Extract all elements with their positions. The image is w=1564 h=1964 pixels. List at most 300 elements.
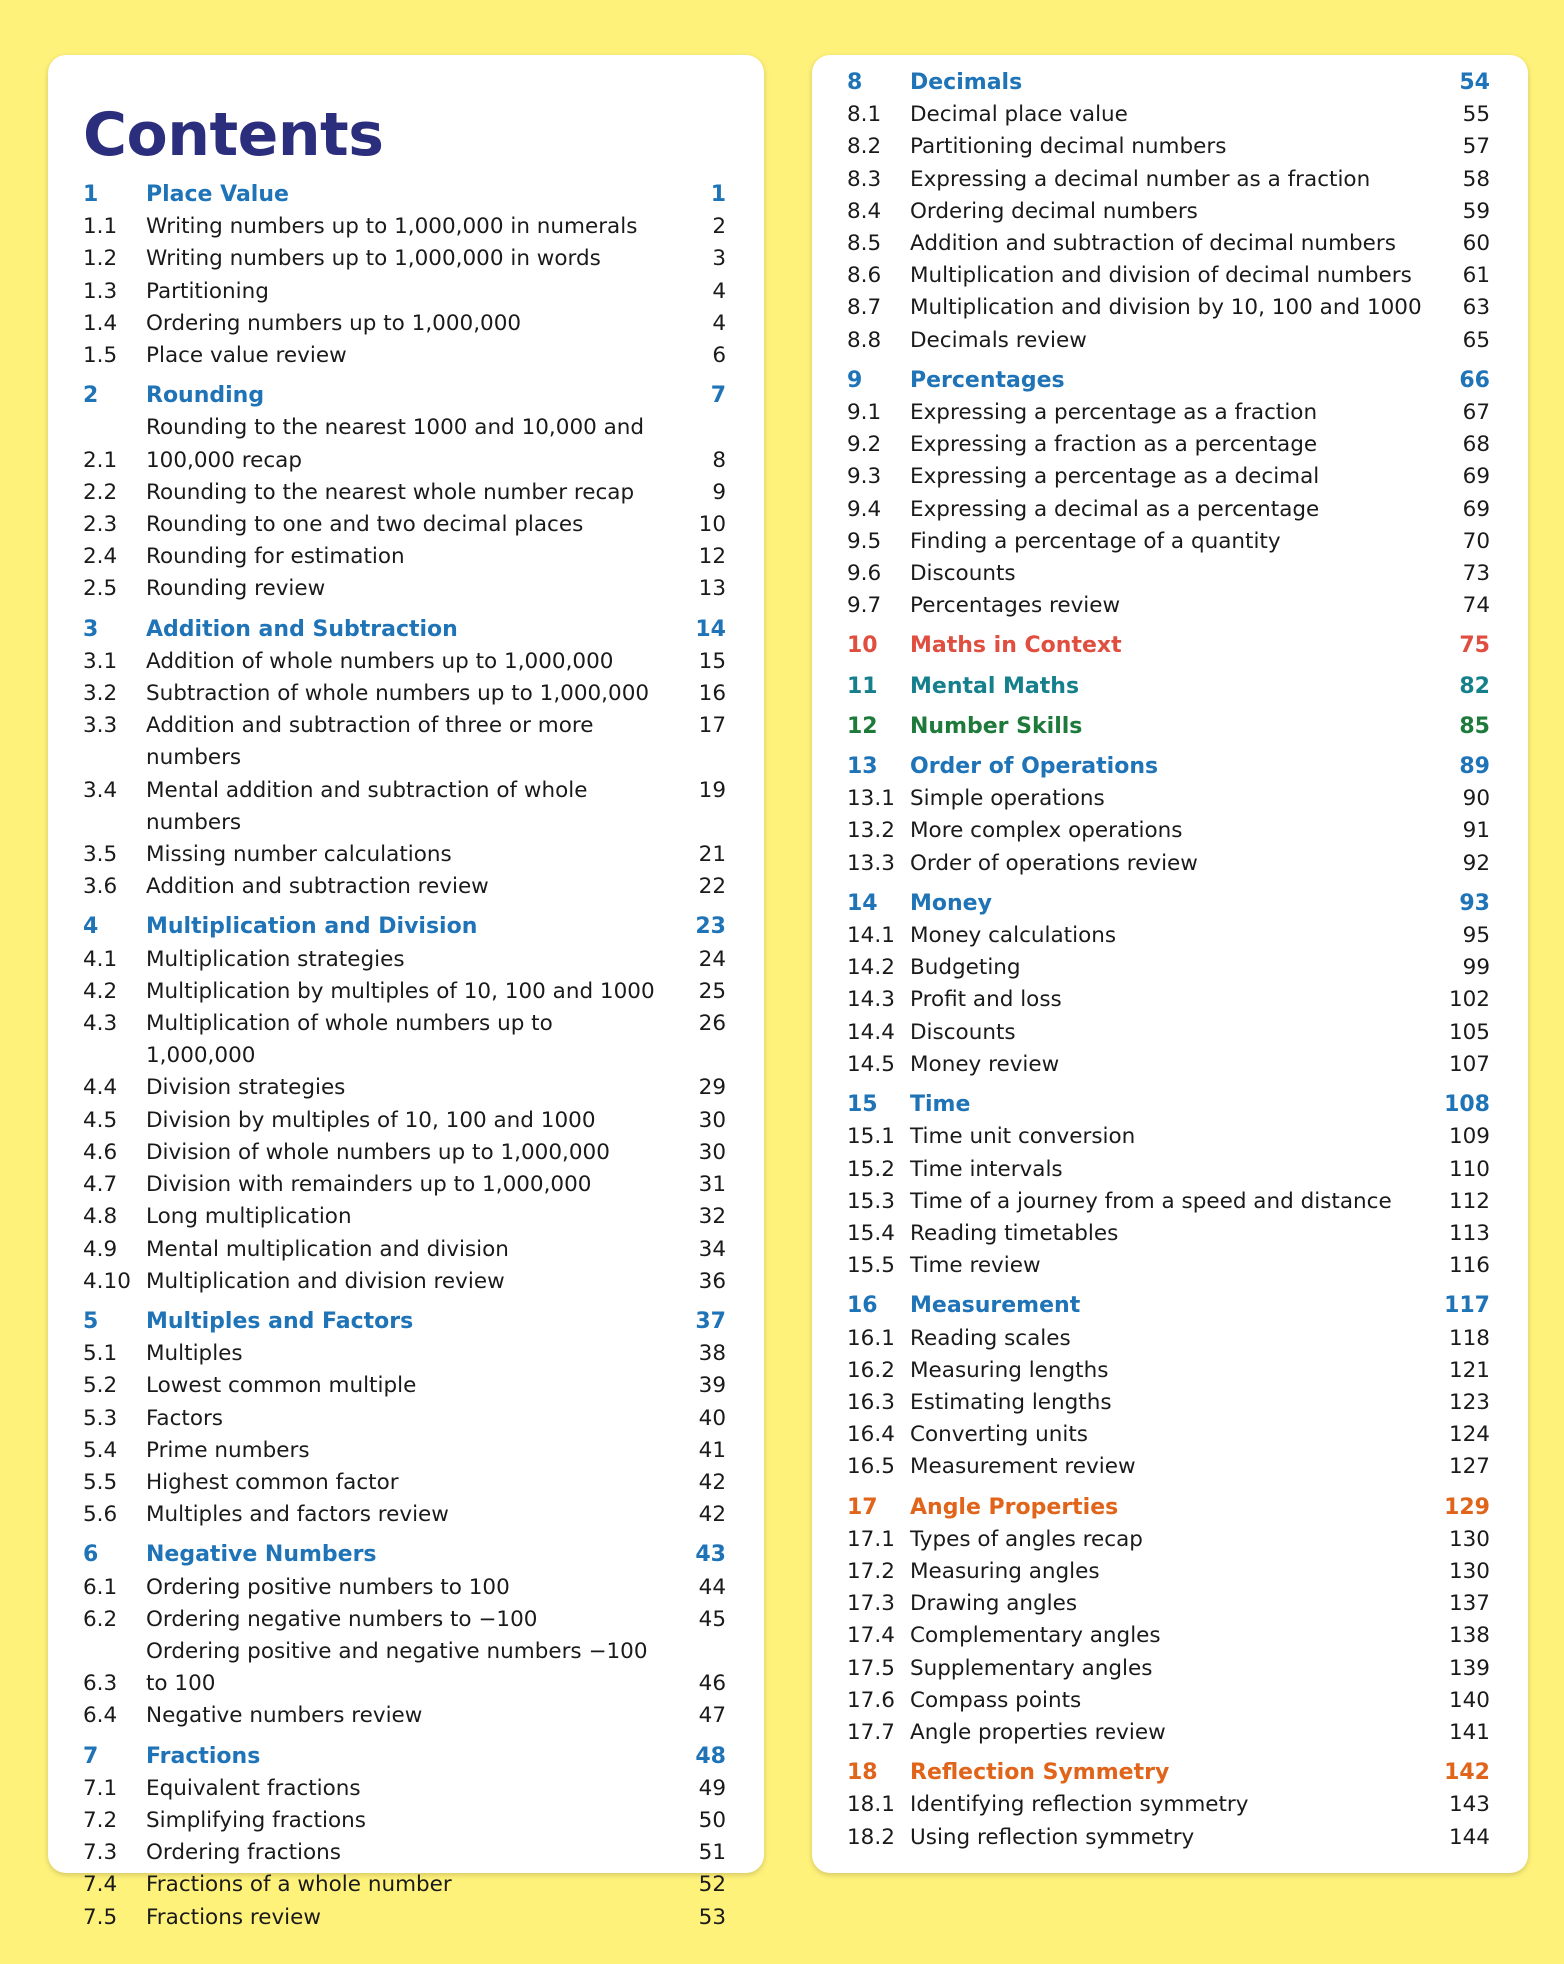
chapter-section <box>847 711 1490 743</box>
chapter-heading[interactable] <box>83 614 726 646</box>
section-label <box>146 1201 666 1233</box>
section-page: 55 <box>1462 102 1490 128</box>
section-number: 7.4 <box>83 1872 118 1898</box>
section-page: 22 <box>698 874 726 900</box>
section-number: 15.2 <box>847 1156 895 1182</box>
chapter-number: 5 <box>83 1308 99 1334</box>
chapter-page: 82 <box>1459 673 1490 699</box>
chapter-page: 48 <box>695 1743 726 1769</box>
section-page: 4 <box>712 310 726 336</box>
section-entry[interactable] <box>83 871 726 903</box>
section-label <box>146 1266 666 1298</box>
chapter-section <box>847 1290 1490 1483</box>
section-label <box>146 1604 666 1636</box>
section-label <box>146 1499 666 1531</box>
section-label <box>910 1789 1430 1821</box>
section-number: 7.1 <box>83 1775 118 1801</box>
section-label-text: Multiplication and division review <box>146 1268 505 1294</box>
section-entry[interactable] <box>83 211 726 243</box>
section-label-text: Money review <box>910 1051 1060 1077</box>
section-page: 10 <box>698 512 726 538</box>
section-page: 31 <box>698 1172 726 1198</box>
section-entry[interactable] <box>847 1250 1490 1282</box>
section-label-text: Addition and subtraction of three or more numbers <box>146 713 594 771</box>
section-entry[interactable] <box>83 1105 726 1137</box>
section-entry[interactable] <box>847 429 1490 461</box>
section-number: 8.8 <box>847 327 882 353</box>
chapter-section <box>847 671 1490 703</box>
section-entry[interactable] <box>847 1717 1490 1749</box>
section-label-text: Writing numbers up to 1,000,000 in numerals <box>146 214 638 240</box>
section-entry[interactable] <box>847 952 1490 984</box>
section-page: 38 <box>698 1341 726 1367</box>
section-entry[interactable] <box>83 1837 726 1869</box>
section-entry[interactable] <box>83 243 726 275</box>
chapter-number: 2 <box>83 383 99 409</box>
section-page: 47 <box>698 1703 726 1729</box>
chapter-heading[interactable] <box>847 630 1490 662</box>
section-entry[interactable] <box>847 325 1490 357</box>
section-page: 32 <box>698 1204 726 1230</box>
section-page: 51 <box>698 1840 726 1866</box>
chapter-title: Mental Maths <box>910 673 1080 699</box>
section-entry[interactable] <box>83 1338 726 1370</box>
section-entry[interactable] <box>83 1403 726 1435</box>
section-number: 6.1 <box>83 1574 118 1600</box>
section-number: 4.6 <box>83 1139 118 1165</box>
section-label <box>146 1137 666 1169</box>
section-label <box>146 1467 666 1499</box>
section-label-text: Decimal place value <box>910 102 1128 128</box>
section-number: 8.4 <box>847 198 882 224</box>
section-entry[interactable] <box>83 1072 726 1104</box>
section-entry[interactable] <box>847 1653 1490 1685</box>
section-entry[interactable] <box>847 1789 1490 1821</box>
section-number: 5.6 <box>83 1502 118 1528</box>
chapter-heading[interactable] <box>847 1492 1490 1524</box>
section-entry[interactable] <box>83 340 726 372</box>
section-entry[interactable] <box>83 477 726 509</box>
section-number: 13.2 <box>847 818 895 844</box>
section-label <box>910 228 1430 260</box>
section-number: 3.3 <box>83 713 118 739</box>
section-entry[interactable] <box>83 1266 726 1298</box>
section-label-text: Addition and subtraction review <box>146 874 489 900</box>
chapter-number: 4 <box>83 914 99 940</box>
section-label-text: Prime numbers <box>146 1437 310 1463</box>
section-label-text: Expressing a decimal as a percentage <box>910 496 1320 522</box>
section-entry[interactable] <box>83 1467 726 1499</box>
section-entry[interactable] <box>83 308 726 340</box>
section-number: 9.5 <box>847 528 882 554</box>
chapter-heading[interactable] <box>847 711 1490 743</box>
section-entry[interactable] <box>847 494 1490 526</box>
section-entry[interactable] <box>847 848 1490 880</box>
section-label <box>146 1837 666 1869</box>
section-page: 39 <box>698 1373 726 1399</box>
section-page: 70 <box>1462 528 1490 554</box>
section-label-text: Ordering decimal numbers <box>910 198 1198 224</box>
section-number: 4.5 <box>83 1107 118 1133</box>
section-entry[interactable] <box>847 1419 1490 1451</box>
section-label <box>910 196 1430 228</box>
section-label-text: Fractions of a whole number <box>146 1872 452 1898</box>
section-label <box>146 1338 666 1370</box>
section-number: 18.1 <box>847 1792 895 1818</box>
section-entry[interactable] <box>83 1370 726 1402</box>
section-label-text: Ordering negative numbers to −100 <box>146 1606 538 1632</box>
chapter-heading[interactable] <box>847 888 1490 920</box>
section-page: 17 <box>698 713 726 739</box>
section-label <box>146 976 666 1008</box>
section-number: 3.2 <box>83 681 118 707</box>
chapter-section <box>83 911 726 1297</box>
section-label-text: Division strategies <box>146 1075 346 1101</box>
section-number: 15.1 <box>847 1124 895 1150</box>
chapter-heading[interactable] <box>83 179 726 211</box>
section-page: 141 <box>1448 1719 1490 1745</box>
section-label-text: Reading timetables <box>910 1220 1119 1246</box>
section-entry[interactable] <box>847 1524 1490 1556</box>
section-page: 4 <box>712 278 726 304</box>
section-page: 19 <box>698 777 726 803</box>
section-number: 14.2 <box>847 955 895 981</box>
section-label <box>146 1403 666 1435</box>
chapter-heading[interactable] <box>83 1741 726 1773</box>
section-label-continued: 100,000 recap <box>146 447 302 473</box>
section-label <box>910 429 1430 461</box>
section-entry[interactable] <box>83 509 726 541</box>
section-page: 124 <box>1448 1422 1490 1448</box>
section-number: 8.5 <box>847 231 882 257</box>
section-entry[interactable] <box>83 1805 726 1837</box>
section-number: 14.4 <box>847 1019 895 1045</box>
chapter-title: Negative Numbers <box>146 1542 377 1568</box>
section-page: 109 <box>1448 1124 1490 1150</box>
section-page: 6 <box>712 343 726 369</box>
section-entry[interactable] <box>847 1323 1490 1355</box>
chapter-heading[interactable] <box>847 1089 1490 1121</box>
chapter-title: Multiplication and Division <box>146 914 478 940</box>
section-page: 29 <box>698 1075 726 1101</box>
section-entry[interactable] <box>847 164 1490 196</box>
section-label-text: Negative numbers review <box>146 1703 423 1729</box>
section-entry[interactable] <box>847 196 1490 228</box>
section-page: 50 <box>698 1807 726 1833</box>
section-label-text: Factors <box>146 1405 224 1431</box>
section-entry[interactable] <box>847 292 1490 324</box>
section-label <box>910 1620 1430 1652</box>
section-label-text: Complementary angles <box>910 1623 1161 1649</box>
section-label-text: Division by multiples of 10, 100 and 1000 <box>146 1107 596 1133</box>
section-label-text: Rounding for estimation <box>146 544 405 570</box>
chapter-title: Percentages <box>910 367 1065 393</box>
section-entry[interactable] <box>847 590 1490 622</box>
section-entry[interactable] <box>847 526 1490 558</box>
section-number: 15.4 <box>847 1220 895 1246</box>
section-label <box>910 99 1430 131</box>
section-number: 5.5 <box>83 1469 118 1495</box>
section-number: 14.3 <box>847 987 895 1013</box>
section-entry[interactable] <box>83 1773 726 1805</box>
section-label <box>146 1169 666 1201</box>
section-label-text: Expressing a percentage as a fraction <box>910 400 1318 426</box>
section-entry[interactable] <box>83 1435 726 1467</box>
section-entry[interactable] <box>83 276 726 308</box>
section-entry[interactable] <box>83 1700 726 1732</box>
section-page: 139 <box>1448 1655 1490 1681</box>
section-page: 90 <box>1462 786 1490 812</box>
section-page: 127 <box>1448 1454 1490 1480</box>
chapter-page: 129 <box>1444 1494 1490 1520</box>
section-label <box>910 1355 1430 1387</box>
section-label-text: Rounding to the nearest 1000 and 10,000 and <box>146 415 645 441</box>
section-page: 143 <box>1448 1792 1490 1818</box>
section-number: 1.1 <box>83 214 118 240</box>
contents-left-panel <box>48 55 764 1930</box>
section-entry[interactable] <box>83 1137 726 1169</box>
section-number: 2.5 <box>83 576 118 602</box>
section-page: 73 <box>1462 561 1490 587</box>
section-entry[interactable] <box>847 1218 1490 1250</box>
chapter-title: Number Skills <box>910 713 1083 739</box>
section-label <box>910 1653 1430 1685</box>
section-number: 16.5 <box>847 1454 895 1480</box>
section-label <box>146 1008 666 1072</box>
chapter-heading[interactable] <box>847 1290 1490 1322</box>
section-page: 113 <box>1448 1220 1490 1246</box>
section-page: 68 <box>1462 432 1490 458</box>
section-label <box>146 412 666 476</box>
section-entry[interactable] <box>847 1017 1490 1049</box>
section-entry[interactable] <box>847 1355 1490 1387</box>
section-label-text: Multiplication and division of decimal numbers <box>910 263 1412 289</box>
section-label-text: Drawing angles <box>910 1591 1078 1617</box>
section-label-text: Writing numbers up to 1,000,000 in words <box>146 246 601 272</box>
chapter-title: Addition and Subtraction <box>146 616 458 642</box>
section-label-text: Supplementary angles <box>910 1655 1153 1681</box>
section-label-text: Highest common factor <box>146 1469 399 1495</box>
contents-column-left <box>83 179 726 1934</box>
section-number: 5.4 <box>83 1437 118 1463</box>
chapter-title: Multiples and Factors <box>146 1308 414 1334</box>
section-entry[interactable] <box>83 1572 726 1604</box>
chapter-heading[interactable] <box>83 911 726 943</box>
section-entry[interactable] <box>847 260 1490 292</box>
section-label-text: Multiples <box>146 1341 243 1367</box>
section-label-text: Identifying reflection symmetry <box>910 1792 1249 1818</box>
section-entry[interactable] <box>847 461 1490 493</box>
section-label-text: Measuring lengths <box>910 1357 1109 1383</box>
section-page: 9 <box>712 479 726 505</box>
section-label <box>910 1451 1430 1483</box>
section-entry[interactable] <box>847 1121 1490 1153</box>
chapter-section <box>847 888 1490 1081</box>
section-entry[interactable] <box>83 1169 726 1201</box>
section-page: 95 <box>1462 923 1490 949</box>
section-number: 4.3 <box>83 1011 118 1037</box>
section-label <box>910 1323 1430 1355</box>
chapter-heading[interactable] <box>83 380 726 412</box>
section-label-text: Subtraction of whole numbers up to 1,000,000 <box>146 681 650 707</box>
section-number: 9.6 <box>847 561 882 587</box>
chapter-heading[interactable] <box>847 365 1490 397</box>
section-label <box>910 494 1430 526</box>
chapter-heading[interactable] <box>847 671 1490 703</box>
section-label-text: Time review <box>910 1253 1041 1279</box>
section-label <box>910 920 1430 952</box>
section-label <box>910 1717 1430 1749</box>
section-page: 121 <box>1448 1357 1490 1383</box>
section-entry[interactable] <box>847 1049 1490 1081</box>
section-entry[interactable] <box>83 1234 726 1266</box>
section-page: 61 <box>1462 263 1490 289</box>
chapter-heading[interactable] <box>847 1757 1490 1789</box>
section-entry[interactable] <box>847 1588 1490 1620</box>
section-label <box>910 461 1430 493</box>
section-page: 69 <box>1462 496 1490 522</box>
chapter-title: Rounding <box>146 383 265 409</box>
chapter-title: Measurement <box>910 1293 1081 1319</box>
section-number: 18.2 <box>847 1824 895 1850</box>
section-number: 14.1 <box>847 923 895 949</box>
section-page: 40 <box>698 1405 726 1431</box>
section-entry[interactable] <box>83 541 726 573</box>
section-number: 4.7 <box>83 1172 118 1198</box>
section-label <box>910 1049 1430 1081</box>
section-entry[interactable] <box>83 1604 726 1636</box>
section-label-text: Multiplication of whole numbers up to 1,000,000 <box>146 1011 553 1069</box>
section-page: 144 <box>1448 1824 1490 1850</box>
section-page: 45 <box>698 1606 726 1632</box>
section-entry[interactable] <box>83 646 726 678</box>
section-number: 4.8 <box>83 1204 118 1230</box>
section-label <box>910 558 1430 590</box>
section-entry[interactable] <box>847 99 1490 131</box>
section-entry[interactable] <box>847 558 1490 590</box>
section-label <box>146 1435 666 1467</box>
section-number: 2.1 <box>83 447 118 473</box>
section-entry[interactable] <box>83 1636 726 1700</box>
section-label <box>910 260 1430 292</box>
section-number: 7.5 <box>83 1904 118 1930</box>
section-label <box>146 1636 666 1700</box>
section-page: 34 <box>698 1236 726 1262</box>
section-entry[interactable] <box>847 984 1490 1016</box>
section-page: 36 <box>698 1268 726 1294</box>
section-label-text: Partitioning <box>146 278 269 304</box>
section-page: 41 <box>698 1437 726 1463</box>
section-label <box>146 1805 666 1837</box>
chapter-section <box>847 1757 1490 1854</box>
section-label-text: Mental multiplication and division <box>146 1236 509 1262</box>
section-label <box>146 1869 666 1901</box>
section-entry[interactable] <box>83 1201 726 1233</box>
section-number: 1.5 <box>83 343 118 369</box>
section-label <box>146 276 666 308</box>
section-entry[interactable] <box>847 228 1490 260</box>
section-number: 16.1 <box>847 1325 895 1351</box>
section-entry[interactable] <box>83 839 726 871</box>
section-page: 92 <box>1462 850 1490 876</box>
section-page: 140 <box>1448 1687 1490 1713</box>
section-label <box>146 944 666 976</box>
section-entry[interactable] <box>847 920 1490 952</box>
chapter-section <box>847 630 1490 662</box>
section-number: 4.10 <box>83 1268 131 1294</box>
chapter-number: 10 <box>847 633 878 659</box>
section-number: 17.3 <box>847 1591 895 1617</box>
chapter-heading[interactable] <box>847 67 1490 99</box>
section-entry[interactable] <box>847 815 1490 847</box>
section-entry[interactable] <box>83 1008 726 1072</box>
section-label <box>910 292 1430 324</box>
section-entry[interactable] <box>847 397 1490 429</box>
section-label-text: Rounding review <box>146 576 326 602</box>
chapter-page: 7 <box>710 383 726 409</box>
section-label-text: Mental addition and subtraction of whole numbers <box>146 777 588 835</box>
section-entry[interactable] <box>847 1387 1490 1419</box>
section-label-text: Expressing a percentage as a decimal <box>910 464 1320 490</box>
section-label-text: Angle properties review <box>910 1719 1166 1745</box>
chapter-section <box>83 614 726 904</box>
section-entry[interactable] <box>847 1685 1490 1717</box>
section-number: 17.6 <box>847 1687 895 1713</box>
section-number: 7.3 <box>83 1840 118 1866</box>
section-entry[interactable] <box>83 1902 726 1934</box>
section-entry[interactable] <box>847 1451 1490 1483</box>
section-label <box>146 839 666 871</box>
chapter-page: 117 <box>1444 1293 1490 1319</box>
section-entry[interactable] <box>847 131 1490 163</box>
section-entry[interactable] <box>83 944 726 976</box>
section-label <box>146 1572 666 1604</box>
chapter-title: Reflection Symmetry <box>910 1760 1170 1786</box>
chapter-number: 12 <box>847 713 878 739</box>
section-entry[interactable] <box>83 1499 726 1531</box>
section-entry[interactable] <box>83 412 726 476</box>
section-label <box>146 308 666 340</box>
section-number: 14.5 <box>847 1051 895 1077</box>
section-entry[interactable] <box>847 1822 1490 1854</box>
section-entry[interactable] <box>847 783 1490 815</box>
section-entry[interactable] <box>83 710 726 774</box>
section-entry[interactable] <box>83 976 726 1008</box>
chapter-section <box>83 179 726 372</box>
section-label-text: Ordering numbers up to 1,000,000 <box>146 310 522 336</box>
section-label <box>910 1588 1430 1620</box>
chapter-heading[interactable] <box>847 751 1490 783</box>
section-entry[interactable] <box>847 1620 1490 1652</box>
section-entry[interactable] <box>83 1869 726 1901</box>
section-entry[interactable] <box>847 1186 1490 1218</box>
chapter-heading[interactable] <box>83 1539 726 1571</box>
section-entry[interactable] <box>83 775 726 839</box>
section-page: 21 <box>698 842 726 868</box>
section-label-text: Division of whole numbers up to 1,000,000 <box>146 1139 610 1165</box>
section-page: 3 <box>712 246 726 272</box>
section-label <box>146 871 666 903</box>
section-entry[interactable] <box>847 1556 1490 1588</box>
section-entry[interactable] <box>83 573 726 605</box>
section-page: 60 <box>1462 231 1490 257</box>
section-entry[interactable] <box>847 1154 1490 1186</box>
section-label <box>910 1556 1430 1588</box>
section-label <box>146 573 666 605</box>
section-entry[interactable] <box>83 678 726 710</box>
section-label <box>910 1121 1430 1153</box>
chapter-heading[interactable] <box>83 1306 726 1338</box>
